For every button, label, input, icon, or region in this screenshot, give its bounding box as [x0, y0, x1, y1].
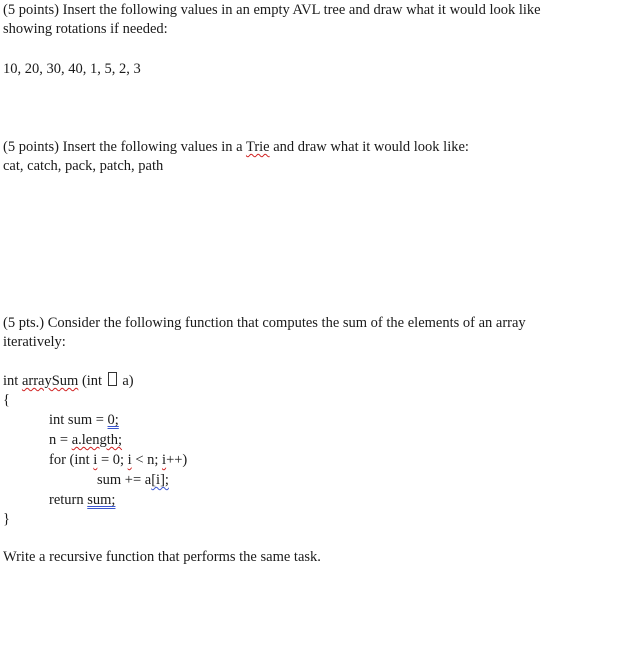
code-accumulate-index: [i]; — [151, 472, 169, 488]
code-close-brace: } — [3, 511, 10, 527]
q2-text-b: and draw what it would look like: — [269, 139, 469, 155]
code-line-return — [49, 491, 115, 510]
code-for-i2: i — [127, 452, 132, 468]
code-signature — [3, 372, 134, 391]
sig-param-a: a) — [118, 373, 134, 389]
q2-values: cat, catch, pack, patch, path — [3, 158, 164, 174]
sig-function-name: arraySum — [21, 373, 79, 389]
array-bracket-glyph — [108, 372, 117, 386]
code-n-assign-value: a.length; — [71, 432, 123, 448]
code-open-brace: { — [3, 392, 10, 408]
code-return-value: sum; — [87, 492, 116, 508]
code-line-sum-init — [49, 411, 119, 430]
q1-prompt-line1: (5 points) Insert the following values in an empty AVL tree and draw what it would look like — [3, 2, 541, 18]
code-sum-init-text: int sum = — [49, 412, 108, 428]
code-line-accumulate — [97, 471, 169, 490]
sig-params: (int — [78, 373, 106, 389]
q2-trie-word: Trie — [245, 139, 270, 155]
sig-int: int — [3, 373, 22, 389]
code-return-text: return — [49, 492, 88, 508]
code-accumulate-text: sum += a — [97, 472, 152, 488]
q3-instruction: Write a recursive function that performs the same task. — [3, 549, 321, 565]
code-for-i1: i — [93, 452, 98, 468]
q3-prompt-line1: (5 pts.) Consider the following function that computes the sum of the elements of an array — [3, 315, 526, 331]
code-for-c: < n; — [131, 452, 163, 468]
q2-text-a: (5 points) Insert the following values in a — [3, 139, 246, 155]
q1-values: 10, 20, 30, 40, 1, 5, 2, 3 — [3, 61, 141, 77]
code-for-a: for (int — [49, 452, 94, 468]
code-n-assign-text: n = — [49, 432, 72, 448]
q1-prompt-line2: showing rotations if needed: — [3, 21, 168, 37]
code-for-b: = 0; — [97, 452, 128, 468]
code-line-for-loop — [49, 451, 187, 470]
q2-prompt-line1 — [3, 138, 469, 157]
q3-prompt-line2: iteratively: — [3, 334, 66, 350]
code-for-i3: i — [162, 452, 167, 468]
code-line-n-assign — [49, 431, 122, 450]
code-sum-init-value: 0; — [107, 412, 119, 428]
code-for-d: ++) — [166, 452, 188, 468]
